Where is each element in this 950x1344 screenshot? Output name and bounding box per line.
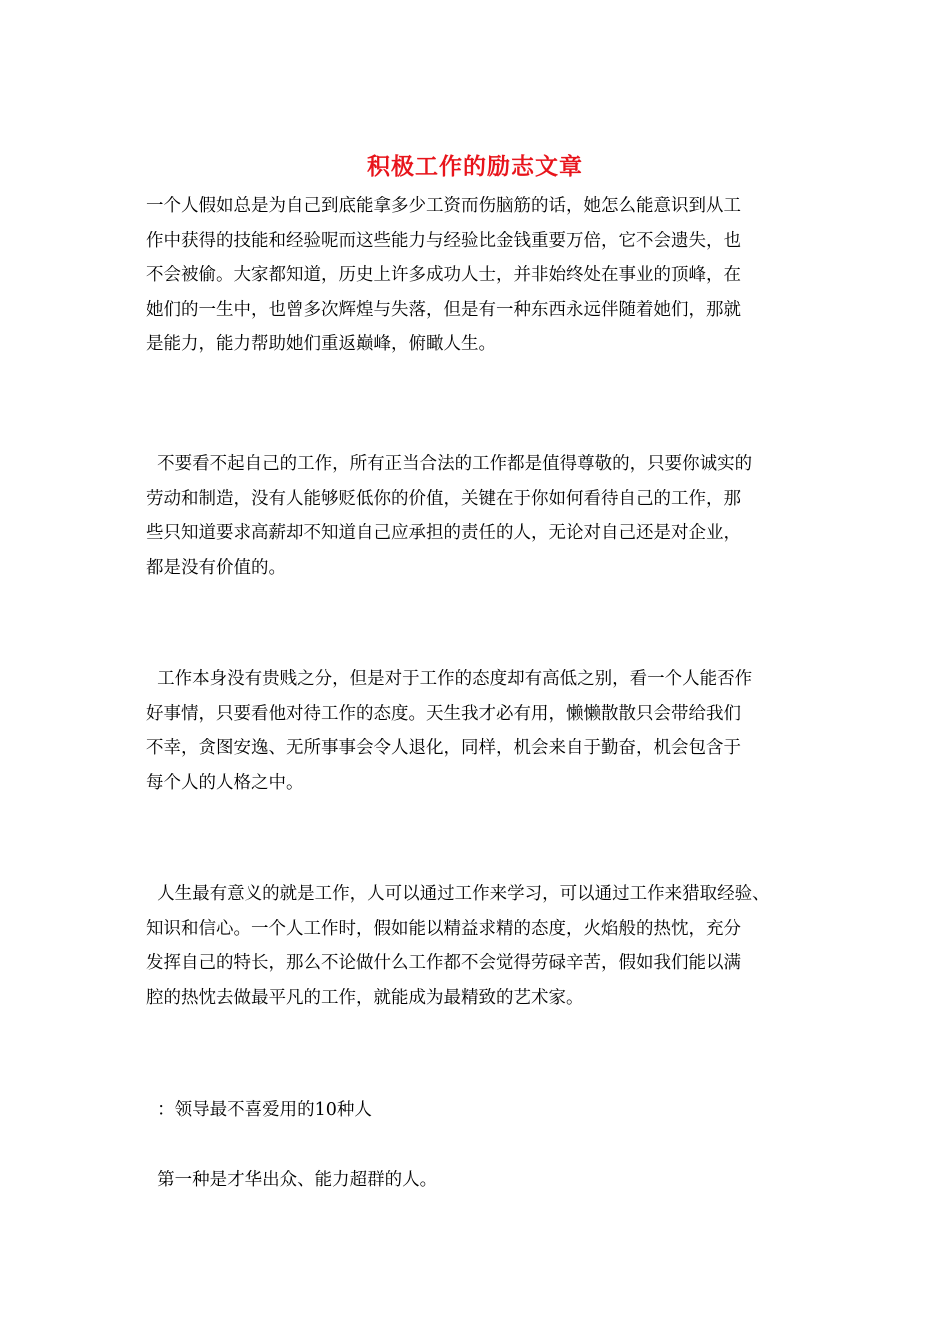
paragraph-1 [146,189,836,362]
paragraph-line: 作中获得的技能和经验呢而这些能力与经验比金钱重要万倍，它不会遗失，也 [146,230,741,251]
paragraph-6 [146,1163,836,1198]
paragraph-line: 都是没有价值的。 [146,557,286,578]
paragraph-line: 一个人假如总是为自己到底能拿多少工资而伤脑筋的话，她怎么能意识到从工 [146,196,741,216]
paragraph-line: 腔的热忱去做最平凡的工作，就能成为最精致的艺术家。 [146,987,584,1008]
paragraph-line: 不会被偷。大家都知道，历史上许多成功人士，并非始终处在事业的顶峰，在 [146,265,741,285]
paragraph-line: 是能力，能力帮助她们重返巅峰，俯瞰人生。 [146,334,496,354]
paragraph-line: 第一种是才华出众、能力超群的人。 [146,1170,438,1190]
paragraph-line: 工作本身没有贵贱之分，但是对于工作的态度却有高低之别，看一个人能否作 [146,669,753,689]
paragraph-4 [146,877,836,1015]
paragraph-line: 些只知道要求高薪却不知道自己应承担的责任的人，无论对自己还是对企业， [146,523,741,543]
paragraph-2 [146,447,836,585]
paragraph-line: 不要看不起自己的工作，所有正当合法的工作都是值得尊敬的，只要你诚实的 [146,454,753,474]
paragraph-line: 好事情，只要看他对待工作的态度。天生我才必有用，懒懒散散只会带给我们 [146,703,741,724]
section-heading [146,1093,836,1128]
paragraph-line: 不幸，贪图安逸、无所事事会令人退化，同样，机会来自于勤奋，机会包含于 [146,738,741,758]
paragraph-line: 她们的一生中，也曾多次辉煌与失落，但是有一种东西永远伴随着她们，那就 [146,299,741,320]
paragraph-3 [146,662,836,800]
paragraph-line: 劳动和制造，没有人能够贬低你的价值，关键在于你如何看待自己的工作，那 [146,488,741,509]
paragraph-line: 每个人的人格之中。 [146,772,304,793]
paragraph-line: 知识和信心。一个人工作时，假如能以精益求精的态度，火焰般的热忱，充分 [146,918,741,939]
document-title: 积极工作的励志文章 [367,153,583,180]
paragraph-line: 发挥自己的特长，那么不论做什么工作都不会觉得劳碌辛苦，假如我们能以满 [146,953,741,973]
paragraph-line: 人生最有意义的就是工作，人可以通过工作来学习，可以通过工作来猎取经验、 [146,884,770,904]
paragraph-line: ：领导最不喜爱用的10种人 [146,1100,372,1120]
